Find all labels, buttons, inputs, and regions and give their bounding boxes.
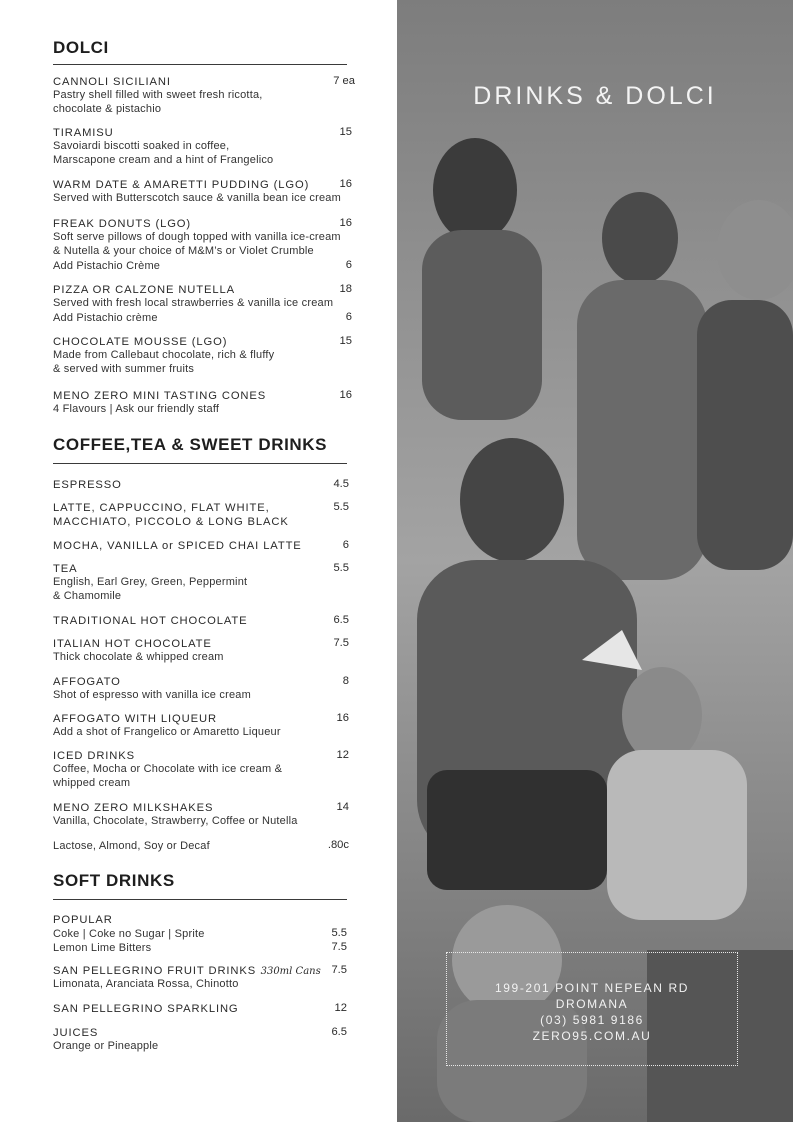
item-price: 5.5 bbox=[333, 501, 349, 513]
menu-item-mocha bbox=[53, 538, 383, 552]
item-price: 12 bbox=[334, 1002, 347, 1014]
item-name: ITALIAN HOT CHOCOLATE bbox=[53, 638, 212, 650]
menu-item-espresso bbox=[53, 477, 383, 491]
soft-drinks-section bbox=[53, 870, 378, 892]
item-price: 8 bbox=[342, 675, 349, 687]
item-desc: chocolate & pistachio bbox=[53, 103, 162, 115]
item-desc: & Nutella & your choice of M&M’s or Violet Crumble bbox=[53, 245, 314, 257]
item-desc: English, Earl Grey, Green, Peppermint bbox=[53, 576, 248, 588]
item-price: 7.5 bbox=[333, 637, 349, 649]
item-desc: Served with Butterscotch sauce & vanilla bean ice cream bbox=[53, 192, 341, 204]
item-desc: Vanilla, Chocolate, Strawberry, Coffee or Nutella bbox=[53, 815, 298, 827]
item-price: 18 bbox=[339, 283, 352, 295]
item-price: 4.5 bbox=[333, 478, 349, 490]
menu-column bbox=[53, 0, 378, 1122]
menu-item-iced-drinks bbox=[53, 748, 383, 790]
item-price: 7.5 bbox=[331, 941, 347, 953]
item-price: 6 bbox=[342, 539, 349, 551]
item-name: ICED DRINKS bbox=[53, 750, 136, 762]
menu-item-milkshakes bbox=[53, 800, 383, 828]
item-desc: Served with fresh local strawberries & vanilla ice cream bbox=[53, 297, 334, 309]
item-price: 15 bbox=[339, 126, 352, 138]
item-name: JUICES bbox=[53, 1027, 99, 1039]
dolci-section bbox=[53, 37, 378, 59]
menu-item-juices bbox=[53, 1025, 383, 1053]
item-name: CANNOLI SICILIANI bbox=[53, 76, 171, 88]
item-price: 5.5 bbox=[333, 562, 349, 574]
item-addon-price: 6 bbox=[345, 311, 352, 323]
item-line: Coke | Coke no Sugar | Sprite bbox=[53, 928, 205, 940]
phone-number[interactable]: (03) 5981 9186 bbox=[540, 1013, 644, 1027]
item-name-line2: MACCHIATO, PICCOLO & LONG BLACK bbox=[53, 516, 289, 528]
section-title-soft-drinks: SOFT DRINKS bbox=[53, 871, 175, 890]
item-price: .80c bbox=[327, 839, 349, 851]
item-name: SAN PELLEGRINO SPARKLING bbox=[53, 1003, 239, 1015]
vintage-family-photo bbox=[397, 0, 793, 1122]
menu-item-cannoli bbox=[53, 74, 383, 116]
item-name: MOCHA, VANILLA or SPICED CHAI LATTE bbox=[53, 540, 302, 552]
item-name: TIRAMISU bbox=[53, 127, 114, 139]
menu-item-tiramisu bbox=[53, 125, 383, 167]
item-desc: Savoiardi biscotti soaked in coffee, bbox=[53, 140, 230, 152]
menu-item-san-pellegrino-sparkling bbox=[53, 1001, 383, 1015]
item-name: Lactose, Almond, Soy or Decaf bbox=[53, 840, 210, 852]
item-name: AFFOGATO bbox=[53, 676, 121, 688]
section-title-dolci: DOLCI bbox=[53, 38, 109, 57]
item-desc: Thick chocolate & whipped cream bbox=[53, 651, 224, 663]
menu-item-affogato bbox=[53, 674, 383, 702]
item-name: LATTE, CAPPUCCINO, FLAT WHITE, bbox=[53, 502, 270, 514]
item-name: TRADITIONAL HOT CHOCOLATE bbox=[53, 615, 248, 627]
item-price: 14 bbox=[336, 801, 349, 813]
section-title-coffee: COFFEE,TEA & SWEET DRINKS bbox=[53, 435, 328, 454]
item-price: 12 bbox=[336, 749, 349, 761]
item-desc: Orange or Pineapple bbox=[53, 1040, 159, 1052]
item-desc: Limonata, Aranciata Rossa, Chinotto bbox=[53, 978, 239, 990]
item-name: CHOCOLATE MOUSSE (LGO) bbox=[53, 336, 228, 348]
divider bbox=[53, 899, 347, 900]
hero-title: DRINKS & DOLCI bbox=[473, 82, 717, 110]
menu-item-tea bbox=[53, 561, 383, 603]
item-price: 7 ea bbox=[333, 75, 355, 87]
item-desc: Add a shot of Frangelico or Amaretto Liqueur bbox=[53, 726, 281, 738]
menu-item-traditional-hot-chocolate bbox=[53, 613, 383, 627]
item-desc: Made from Callebaut chocolate, rich & fluffy bbox=[53, 349, 275, 361]
item-name: PIZZA OR CALZONE NUTELLA bbox=[53, 284, 235, 296]
item-name: FREAK DONUTS (LGO) bbox=[53, 218, 192, 230]
item-name: ESPRESSO bbox=[53, 479, 122, 491]
item-desc: & Chamomile bbox=[53, 590, 122, 602]
item-note: 330ml Cans bbox=[260, 966, 321, 977]
item-addon: Add Pistachio Crème bbox=[53, 260, 161, 272]
item-desc: Shot of espresso with vanilla ice cream bbox=[53, 689, 251, 701]
item-addon: Add Pistachio crème bbox=[53, 312, 158, 324]
item-name: TEA bbox=[53, 563, 78, 575]
item-desc: Marscapone cream and a hint of Frangelico bbox=[53, 154, 274, 166]
menu-item-pizza-nutella bbox=[53, 282, 383, 324]
menu-item-affogato-liqueur bbox=[53, 711, 383, 739]
item-price: 6.5 bbox=[331, 1026, 347, 1038]
item-price: 15 bbox=[339, 335, 352, 347]
item-desc: whipped cream bbox=[53, 777, 131, 789]
menu-item-tasting-cones bbox=[53, 388, 383, 416]
divider bbox=[53, 64, 347, 65]
menu-item-milk-options bbox=[53, 838, 383, 852]
item-price: 7.5 bbox=[331, 964, 347, 976]
divider bbox=[53, 463, 347, 464]
website-link[interactable]: ZERO95.COM.AU bbox=[532, 1029, 652, 1043]
item-price: 16 bbox=[339, 389, 352, 401]
item-price: 5.5 bbox=[331, 927, 347, 939]
item-line: Lemon Lime Bitters bbox=[53, 942, 152, 954]
item-price: 16 bbox=[339, 178, 352, 190]
item-desc: Coffee, Mocha or Chocolate with ice cream & bbox=[53, 763, 283, 775]
item-addon-price: 6 bbox=[345, 259, 352, 271]
item-name: POPULAR bbox=[53, 914, 113, 926]
coffee-section bbox=[53, 434, 378, 456]
item-price: 16 bbox=[339, 217, 352, 229]
menu-item-pudding bbox=[53, 177, 383, 205]
menu-item-popular bbox=[53, 912, 383, 954]
item-desc: Soft serve pillows of dough topped with vanilla ice-cream bbox=[53, 231, 341, 243]
item-desc: & served with summer fruits bbox=[53, 363, 195, 375]
address-box bbox=[446, 952, 738, 1066]
menu-item-chocolate-mousse bbox=[53, 334, 383, 376]
menu-item-latte bbox=[53, 500, 383, 528]
item-name: MENO ZERO MILKSHAKES bbox=[53, 802, 214, 814]
item-price: 6.5 bbox=[333, 614, 349, 626]
menu-item-san-pellegrino-fruit bbox=[53, 963, 383, 991]
address-street: 199-201 POINT NEPEAN RD bbox=[495, 981, 689, 995]
item-name: AFFOGATO WITH LIQUEUR bbox=[53, 713, 217, 725]
item-name: SAN PELLEGRINO FRUIT DRINKS bbox=[53, 965, 257, 977]
menu-item-italian-hot-chocolate bbox=[53, 636, 383, 664]
address-suburb: DROMANA bbox=[555, 997, 629, 1011]
menu-item-freak-donuts bbox=[53, 216, 383, 272]
item-desc: Pastry shell filled with sweet fresh ricotta, bbox=[53, 89, 263, 101]
item-name: MENO ZERO MINI TASTING CONES bbox=[53, 390, 267, 402]
item-price: 16 bbox=[336, 712, 349, 724]
item-desc: 4 Flavours | Ask our friendly staff bbox=[53, 403, 220, 415]
item-name: WARM DATE & AMARETTI PUDDING (LGO) bbox=[53, 179, 310, 191]
